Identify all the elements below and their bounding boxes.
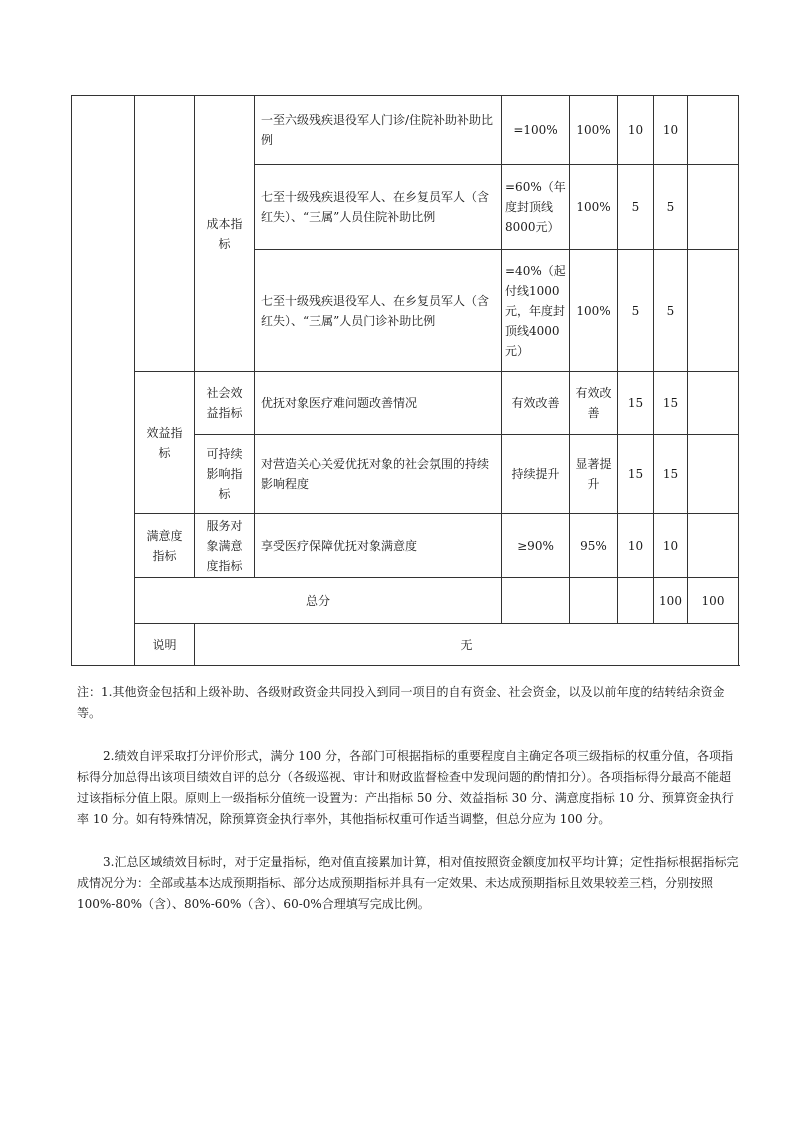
note-3: 3.汇总区域绩效目标时，对于定量指标，绝对值直接累加计算，相对值按照资金额度加权平均计算；定性指标根据指标完成情况分为：全部或基本达成预期指标、部分达成预期指标并具有一定效果、未达成预期指标且效果较差三档，分别按照 100%-80%（含）、80%-60%（含）、60-0%合理填写完成比例。 [77, 855, 739, 911]
cost-weight-2: 5 [618, 165, 654, 250]
total-target-blank [570, 578, 618, 624]
cost-target-2: =60%（年度封顶线 8000元） [502, 165, 570, 250]
cost-score-2: 5 [654, 165, 688, 250]
satisfaction-target: ≥90% [502, 514, 570, 578]
benefit-target-social: 有效改善 [502, 372, 570, 435]
satisfaction-actual: 95% [570, 514, 618, 578]
benefit-remark-sustainable [688, 435, 739, 514]
cost-indicator-2: 七至十级残疾退役军人、在乡复员军人（含红失）、“三属”人员住院补助比例 [255, 165, 502, 250]
cost-remark-2 [688, 165, 739, 250]
satisfaction-level1: 满意度指标 [135, 514, 195, 578]
cost-actual-2: 100% [570, 165, 618, 250]
benefit-score-sustainable: 15 [654, 435, 688, 514]
cost-score-1: 10 [654, 96, 688, 165]
satisfaction-score: 10 [654, 514, 688, 578]
benefit-weight-social: 15 [618, 372, 654, 435]
satisfaction-level2: 服务对象满意度指标 [195, 514, 255, 578]
cost-target-3: =40%（起付线1000元，年度封顶线4000元） [502, 250, 570, 372]
total-label: 总分 [135, 578, 502, 624]
cost-score-3: 5 [654, 250, 688, 372]
total-indicator-blank [502, 578, 570, 624]
benefit-level2-social: 社会效益指标 [195, 372, 255, 435]
note-1: 注：1.其他资金包括和上级补助、各级财政资金共同投入到同一项目的自有资金、社会资金，以及以前年度的结转结余资金等。 [77, 685, 725, 720]
cost-actual-1: 100% [570, 96, 618, 165]
first-column-blank [72, 96, 135, 666]
total-score: 100 [688, 578, 739, 624]
benefit-score-social: 15 [654, 372, 688, 435]
benefit-remark-social [688, 372, 739, 435]
benefit-target-sustainable: 持续提升 [502, 435, 570, 514]
benefit-actual-social: 有效改善 [570, 372, 618, 435]
cost-actual-3: 100% [570, 250, 618, 372]
cost-weight-3: 5 [618, 250, 654, 372]
benefit-actual-sustainable: 显著提升 [570, 435, 618, 514]
remark-value: 无 [195, 624, 739, 666]
satisfaction-indicator: 享受医疗保障优抚对象满意度 [255, 514, 502, 578]
satisfaction-remark [688, 514, 739, 578]
benefit-weight-sustainable: 15 [618, 435, 654, 514]
cost-indicator-1: 一至六级残疾退役军人门诊/住院补助补助比例 [255, 96, 502, 165]
notes-section [77, 682, 741, 915]
cost-category: 成本指标 [195, 96, 255, 372]
satisfaction-weight: 10 [618, 514, 654, 578]
benefit-level1: 效益指标 [135, 372, 195, 514]
level1-blank [135, 96, 195, 372]
cost-target-1: =100% [502, 96, 570, 165]
note-2: 2.绩效自评采取打分评价形式，满分 100 分，各部门可根据指标的重要程度自主确定各项三级指标的权重分值，各项指标得分加总得出该项目绩效自评的总分（各级巡视、审计和财政监督检查中发现问题的酌情扣分）。各项指标得分最高不能超过该指标分值上限。原则上一级指标分值统一设置为：产出指标 50 分、效益指标 30 分、满意度指标 10 分、预算资金执行率 10 分。如有特殊情况，除预算资金执行率外，其他指标权重可作适当调整，但总分应为 100 分。 [77, 749, 734, 826]
performance-table [71, 95, 739, 666]
remark-label: 说明 [135, 624, 195, 666]
cost-remark-3 [688, 250, 739, 372]
total-weight: 100 [654, 578, 688, 624]
cost-remark-1 [688, 96, 739, 165]
benefit-level2-sustainable: 可持续影响指标 [195, 435, 255, 514]
benefit-indicator-social: 优抚对象医疗难问题改善情况 [255, 372, 502, 435]
cost-weight-1: 10 [618, 96, 654, 165]
cost-indicator-3: 七至十级残疾退役军人、在乡复员军人（含红失）、“三属”人员门诊补助比例 [255, 250, 502, 372]
total-actual-blank [618, 578, 654, 624]
benefit-indicator-sustainable: 对营造关心关爱优抚对象的社会氛围的持续影响程度 [255, 435, 502, 514]
